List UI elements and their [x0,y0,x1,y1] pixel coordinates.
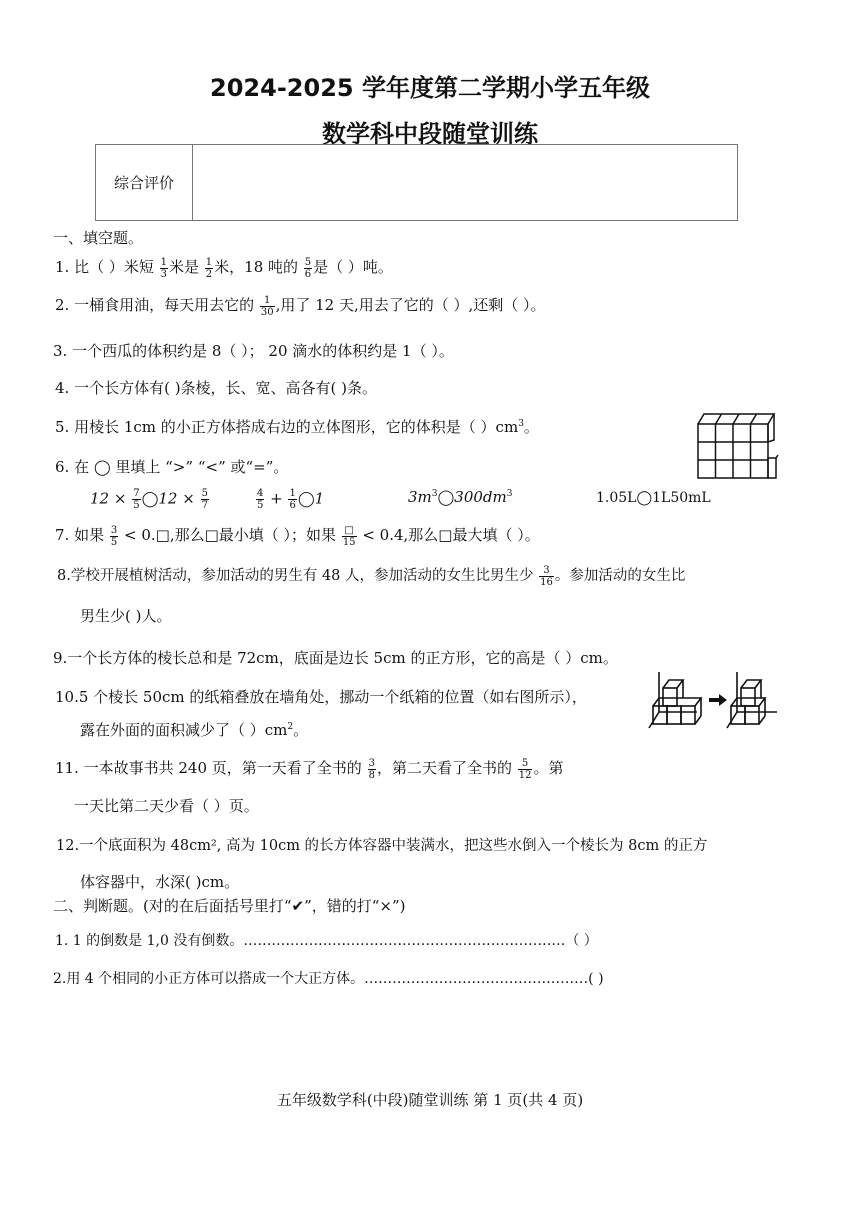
evaluation-label: 综合评价 [96,145,193,220]
question-11: 11. 一本故事书共 240 页，第一天看了全书的 $\frac{3}{8}$ ，第二天看了全书的 $\frac{5}{12}$ 。第 [55,757,564,781]
question-3: 3. 一个西瓜的体积约是 8（ ）； 20 滴水的体积约是 1（ ）。 [53,342,454,360]
section1-heading: 一、填空题。 [53,229,144,247]
page-footer: 五年级数学科(中段)随堂训练 第 1 页(共 4 页) [276,1091,584,1109]
evaluation-field[interactable] [193,145,737,220]
cube-stack-figure [692,410,782,480]
compare-4: 1.05L◯1L50mL [596,490,711,506]
page-subtitle: 数学科中段随堂训练 [322,120,538,148]
compare-2: $\frac{4}{5}$ + $\frac{1}{6}$ ◯1 [257,488,325,511]
question-6: 6. 在 ◯ 里填上 “>” “<” 或“=”。 [55,458,289,476]
question-8-line2: 男生少( )人。 [80,607,172,625]
question-4: 4. 一个长方体有( )条棱，长、宽、高各有( )条。 [55,379,378,397]
page-title: 2024-2025 学年度第二学期小学五年级 [210,74,650,102]
question-1: 1. 比（ ）米短 $\frac{1}{3}$ 米是 $\frac{1}{2}$ 米，18 吨的 $\frac{5}{6}$ 是（ ）吨。 [55,256,393,280]
compare-3: $3m^3◯300dm^3$ [408,488,513,506]
question-12-line2: 体容器中，水深( )cm。 [80,873,240,891]
question-5: 5. 用棱长 1cm 的小正方体搭成右边的立体图形，它的体积是（ ）$cm^3$。 [55,418,539,436]
question-8: 8.学校开展植树活动，参加活动的男生有 48 人，参加活动的女生比男生少 $\frac{3}{16}$ 。参加活动的女生比 [57,564,686,588]
evaluation-table [95,144,738,221]
compare-1: 12 × $\frac{7}{5}$ ◯12 × $\frac{5}{7}$ [90,488,208,511]
question-7: 7. 如果 $\frac{3}{5}$ < 0.□,那么□最小填（ ）；如果 $\frac{□}{15}$ < 0.4,那么□最大填（ ）。 [55,524,540,548]
question-11-line2: 一天比第二天少看（ ）页。 [74,797,259,815]
question-12: 12.一个底面积为 48cm², 高为 10cm 的长方体容器中装满水，把这些水倒入一个棱长为 8cm 的正方 [56,838,708,854]
question-2: 2. 一桶食用油，每天用去它的 $\frac{1}{30}$ ,用了 12 天,用去了它的（ ）,还剩（ ）。 [55,294,546,318]
question-10-line2: 露在外面的面积减少了（ ）$cm^2$。 [80,721,309,739]
box-move-figure [645,668,785,738]
judge-2: 2.用 4 个相同的小正方体可以搭成一个大正方体。…………………………………………( ) [53,971,604,987]
question-10: 10.5 个棱长 50cm 的纸箱叠放在墙角处，挪动一个纸箱的位置（如右图所示）， [55,688,587,706]
judge-1: 1. 1 的倒数是 1,0 没有倒数。……………………………………………………………（ ） [55,933,598,949]
question-9: 9.一个长方体的棱长总和是 72cm，底面是边长 5cm 的正方形，它的高是（ ）cm。 [53,649,618,667]
section2-heading: 二、判断题。(对的在后面括号里打“✔”，错的打“×”) [53,897,406,915]
